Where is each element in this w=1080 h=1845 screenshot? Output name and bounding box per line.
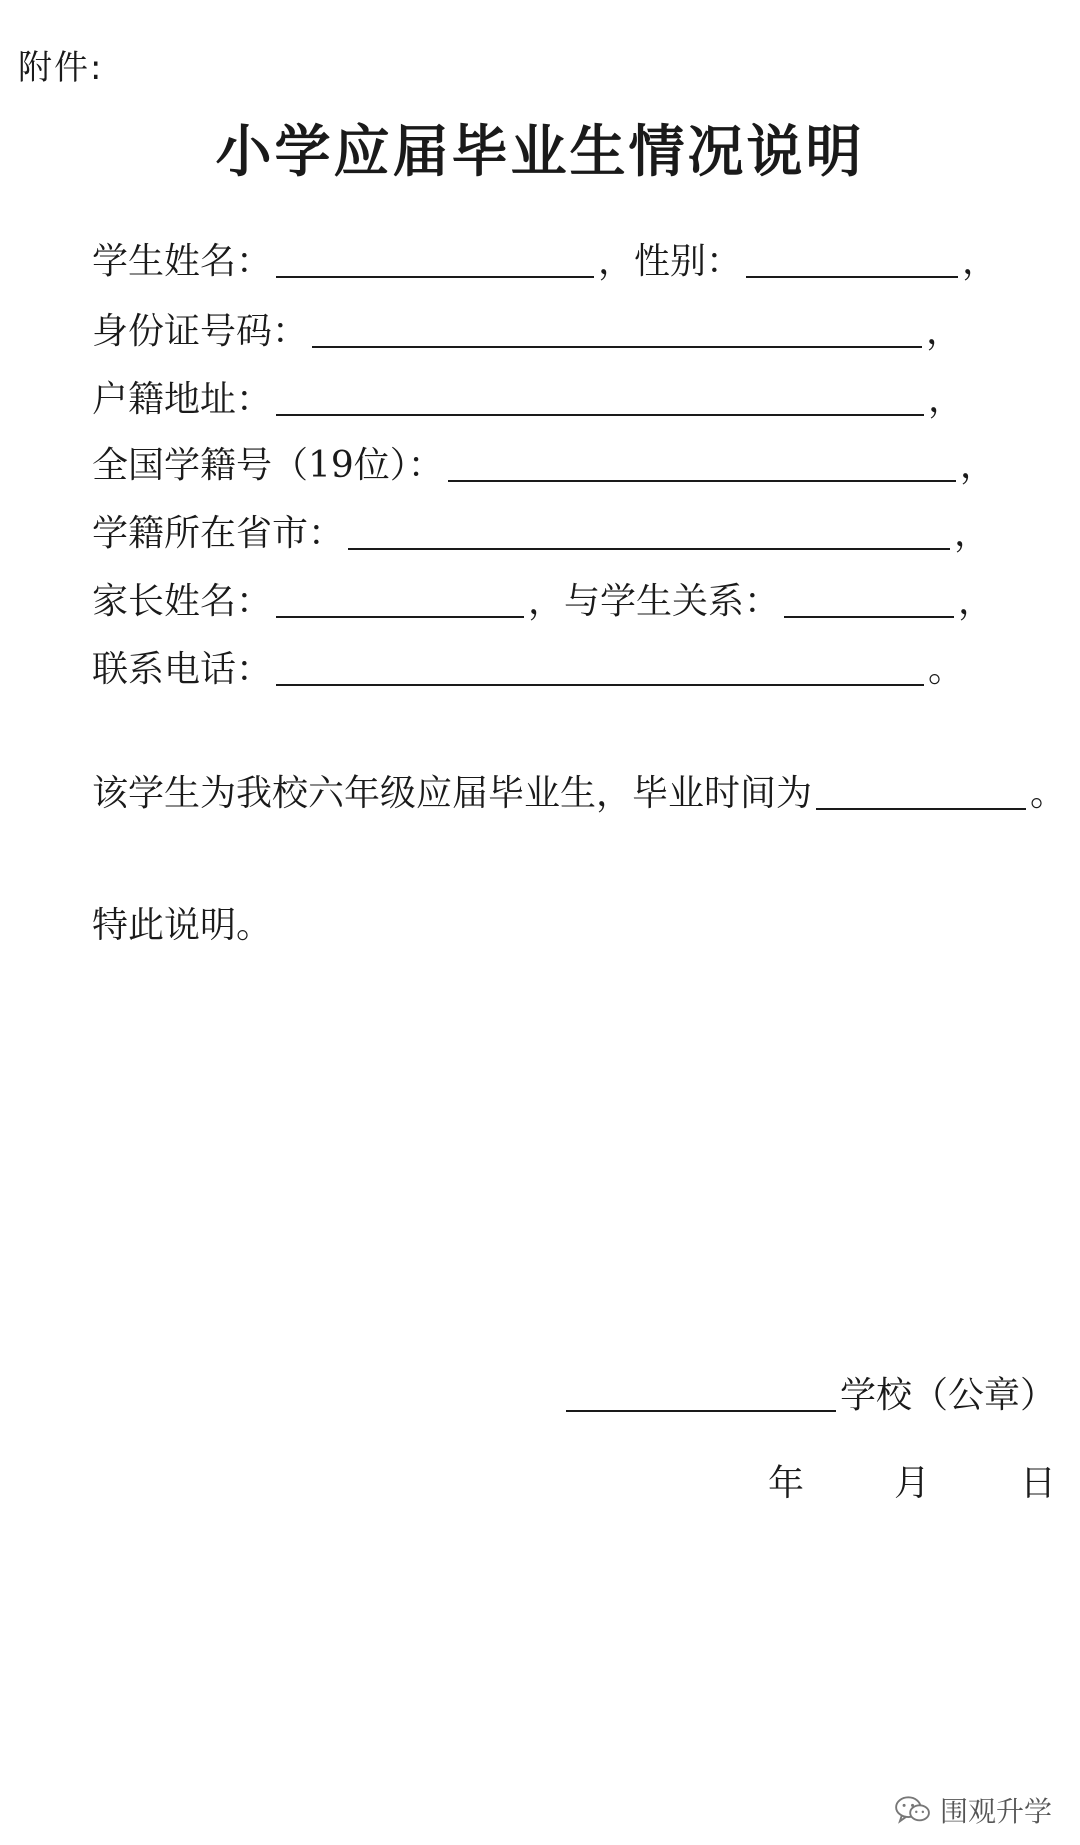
student-name-row (92, 232, 998, 282)
school-seal-label: 学校（公章） (839, 1375, 1056, 1416)
id-number-label: 身份证号码： (92, 311, 309, 352)
row-period: 。 (928, 649, 965, 690)
province-field[interactable] (348, 510, 950, 550)
phone-label: 联系电话： (92, 649, 273, 690)
gender-label: ，性别： (598, 241, 743, 282)
parent-row (92, 572, 994, 622)
school-seal-field[interactable] (566, 1372, 836, 1412)
row-comma: ， (928, 379, 965, 420)
month-label: 月 (893, 1463, 930, 1504)
student-name-field[interactable] (276, 238, 594, 278)
statement-row (92, 770, 1066, 814)
statement-text: 该学生为我校六年级应届毕业生，毕业时间为 (92, 773, 813, 814)
id-number-field[interactable] (312, 308, 922, 348)
row-comma: ， (959, 445, 996, 486)
row-comma: ， (926, 311, 963, 352)
gender-field[interactable] (746, 238, 958, 278)
graduation-date-field[interactable] (816, 770, 1026, 810)
closing-text: 特此说明。 (92, 905, 273, 946)
address-row (92, 370, 964, 420)
phone-field[interactable] (276, 646, 924, 686)
student-number-field[interactable] (448, 442, 956, 482)
id-row (92, 302, 962, 352)
closing-row (92, 906, 272, 946)
signature-row (562, 1372, 1056, 1416)
watermark (894, 1790, 1052, 1830)
wechat-icon (894, 1795, 932, 1825)
province-row (92, 504, 990, 554)
attachment-label: 附件: (18, 48, 104, 88)
date-row (768, 1455, 1056, 1506)
student-number-row (92, 436, 996, 486)
address-field[interactable] (276, 376, 924, 416)
row-comma: ， (962, 241, 999, 282)
relation-field[interactable] (784, 578, 954, 618)
phone-row (92, 640, 964, 690)
student-name-label: 学生姓名： (92, 241, 273, 282)
relation-label: ，与学生关系： (528, 581, 781, 622)
parent-name-label: 家长姓名： (92, 581, 273, 622)
student-number-label: 全国学籍号（19位）： (92, 445, 444, 486)
statement-period: 。 (1030, 773, 1067, 814)
address-label: 户籍地址： (92, 379, 273, 420)
year-label: 年 (767, 1463, 804, 1504)
day-label: 日 (1019, 1463, 1056, 1504)
row-comma: ， (954, 513, 991, 554)
parent-name-field[interactable] (276, 578, 524, 618)
row-comma: ， (958, 581, 995, 622)
page-title: 小学应届毕业生情况说明 (215, 120, 865, 185)
province-label: 学籍所在省市： (92, 513, 345, 554)
watermark-text: 围观升学 (939, 1795, 1052, 1828)
